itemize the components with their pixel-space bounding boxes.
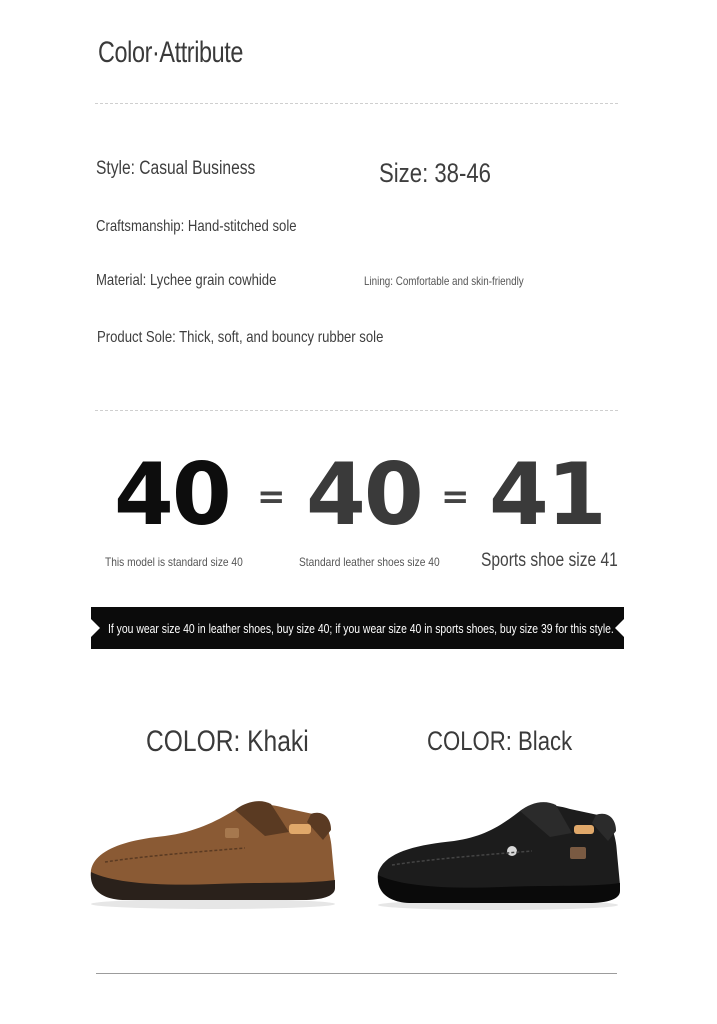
- attr-lining: Lining: Comfortable and skin-friendly: [364, 274, 524, 288]
- equals-sign: =: [257, 477, 286, 517]
- khaki-shoe-image: [85, 792, 340, 912]
- divider-middle: [95, 410, 618, 411]
- size-value-sports: 41: [489, 445, 605, 545]
- attr-style: Style: Casual Business: [96, 158, 256, 179]
- equals-sign: =: [441, 477, 470, 517]
- size-caption-sports: Sports shoe size 41: [481, 550, 618, 571]
- attr-sole: Product Sole: Thick, soft, and bouncy rubber sole: [97, 329, 384, 346]
- size-value-leather: 40: [306, 445, 422, 545]
- attr-craftsmanship: Craftsmanship: Hand-stitched sole: [96, 218, 297, 235]
- color-label-khaki: COLOR: Khaki: [146, 725, 309, 758]
- banner-notch-right: [615, 619, 624, 637]
- size-caption-model: This model is standard size 40: [105, 555, 243, 569]
- attr-material: Material: Lychee grain cowhide: [96, 272, 277, 289]
- size-advice-text: If you wear size 40 in leather shoes, buy size 40; if you wear size 40 in sports shoes, buy size 39 for this style.: [108, 621, 614, 636]
- banner-notch-left: [91, 619, 100, 637]
- divider-bottom: [96, 973, 617, 974]
- size-value-model: 40: [114, 445, 230, 545]
- divider-top: [95, 103, 618, 104]
- color-label-black: COLOR: Black: [427, 726, 573, 756]
- black-shoe-image: [372, 795, 624, 913]
- section-title: Color·Attribute: [98, 36, 244, 69]
- attr-size: Size: 38-46: [379, 158, 492, 188]
- size-caption-leather: Standard leather shoes size 40: [299, 555, 440, 569]
